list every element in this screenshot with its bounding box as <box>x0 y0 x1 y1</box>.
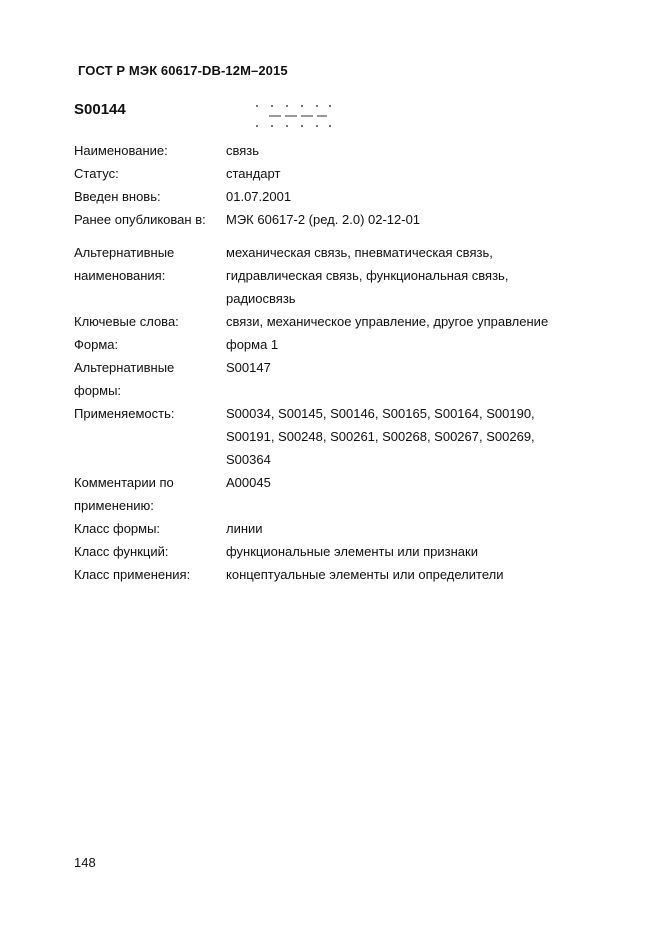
field-row <box>74 139 634 162</box>
field-value: механическая связь, пневматическая связь, гидравлическая связь, функциональная связь, радиосвязь <box>226 245 509 306</box>
field-row <box>74 517 634 540</box>
field-label: Наименование: <box>74 143 168 158</box>
field-label: Применяемость: <box>74 406 175 421</box>
field-row <box>74 333 634 356</box>
field-value: связи, механическое управление, другое управление <box>226 314 549 329</box>
field-value: связь <box>226 143 260 158</box>
page-number: 148 <box>74 855 96 870</box>
field-value: МЭК 60617-2 (ред. 2.0) 02-12-01 <box>226 212 421 227</box>
field-value: 01.07.2001 <box>226 189 292 204</box>
field-row <box>74 402 634 471</box>
field-row <box>74 241 634 310</box>
field-row <box>74 162 634 185</box>
field-label: Ключевые слова: <box>74 314 179 329</box>
field-label: Комментарии по применению: <box>74 475 174 513</box>
field-label: Форма: <box>74 337 119 352</box>
grid-dot <box>329 105 331 107</box>
grid-dot <box>329 125 331 127</box>
field-row <box>74 185 634 208</box>
document-header: ГОСТ Р МЭК 60617-DB-12M–2015 <box>78 63 288 78</box>
field-row <box>74 563 634 586</box>
field-row <box>74 208 634 231</box>
grid-dot <box>256 125 258 127</box>
field-value: концептуальные элементы или определители <box>226 567 504 582</box>
grid-dot <box>301 125 303 127</box>
field-value: форма 1 <box>226 337 279 352</box>
grid-dot <box>316 105 318 107</box>
field-value: стандарт <box>226 166 281 181</box>
field-label: Класс применения: <box>74 567 191 582</box>
field-row <box>74 471 634 517</box>
grid-dot <box>301 105 303 107</box>
field-label: Альтернативные наименования: <box>74 245 175 283</box>
field-label: Статус: <box>74 166 119 181</box>
field-row <box>74 310 634 333</box>
field-row <box>74 356 634 402</box>
grid-dot <box>256 105 258 107</box>
grid-dot <box>271 105 273 107</box>
field-list <box>74 139 634 586</box>
grid-dot <box>286 125 288 127</box>
field-value: A00045 <box>226 475 271 490</box>
field-label: Ранее опубликован в: <box>74 212 206 227</box>
field-value: S00147 <box>226 360 271 375</box>
grid-dot <box>316 125 318 127</box>
field-label: Введен вновь: <box>74 189 161 204</box>
grid-dot <box>286 105 288 107</box>
field-label: Класс функций: <box>74 544 169 559</box>
field-value: функциональные элементы или признаки <box>226 544 478 559</box>
field-label: Класс формы: <box>74 521 161 536</box>
field-row <box>74 540 634 563</box>
field-value: S00034, S00145, S00146, S00165, S00164, S00190, S00191, S00248, S00261, S00268, S00267, S00269, S00364 <box>226 406 535 467</box>
symbol-code: S00144 <box>74 101 126 118</box>
grid-dot <box>271 125 273 127</box>
field-value: линии <box>226 521 263 536</box>
field-label: Альтернативные формы: <box>74 360 175 398</box>
connection-symbol-graphic <box>253 100 333 132</box>
